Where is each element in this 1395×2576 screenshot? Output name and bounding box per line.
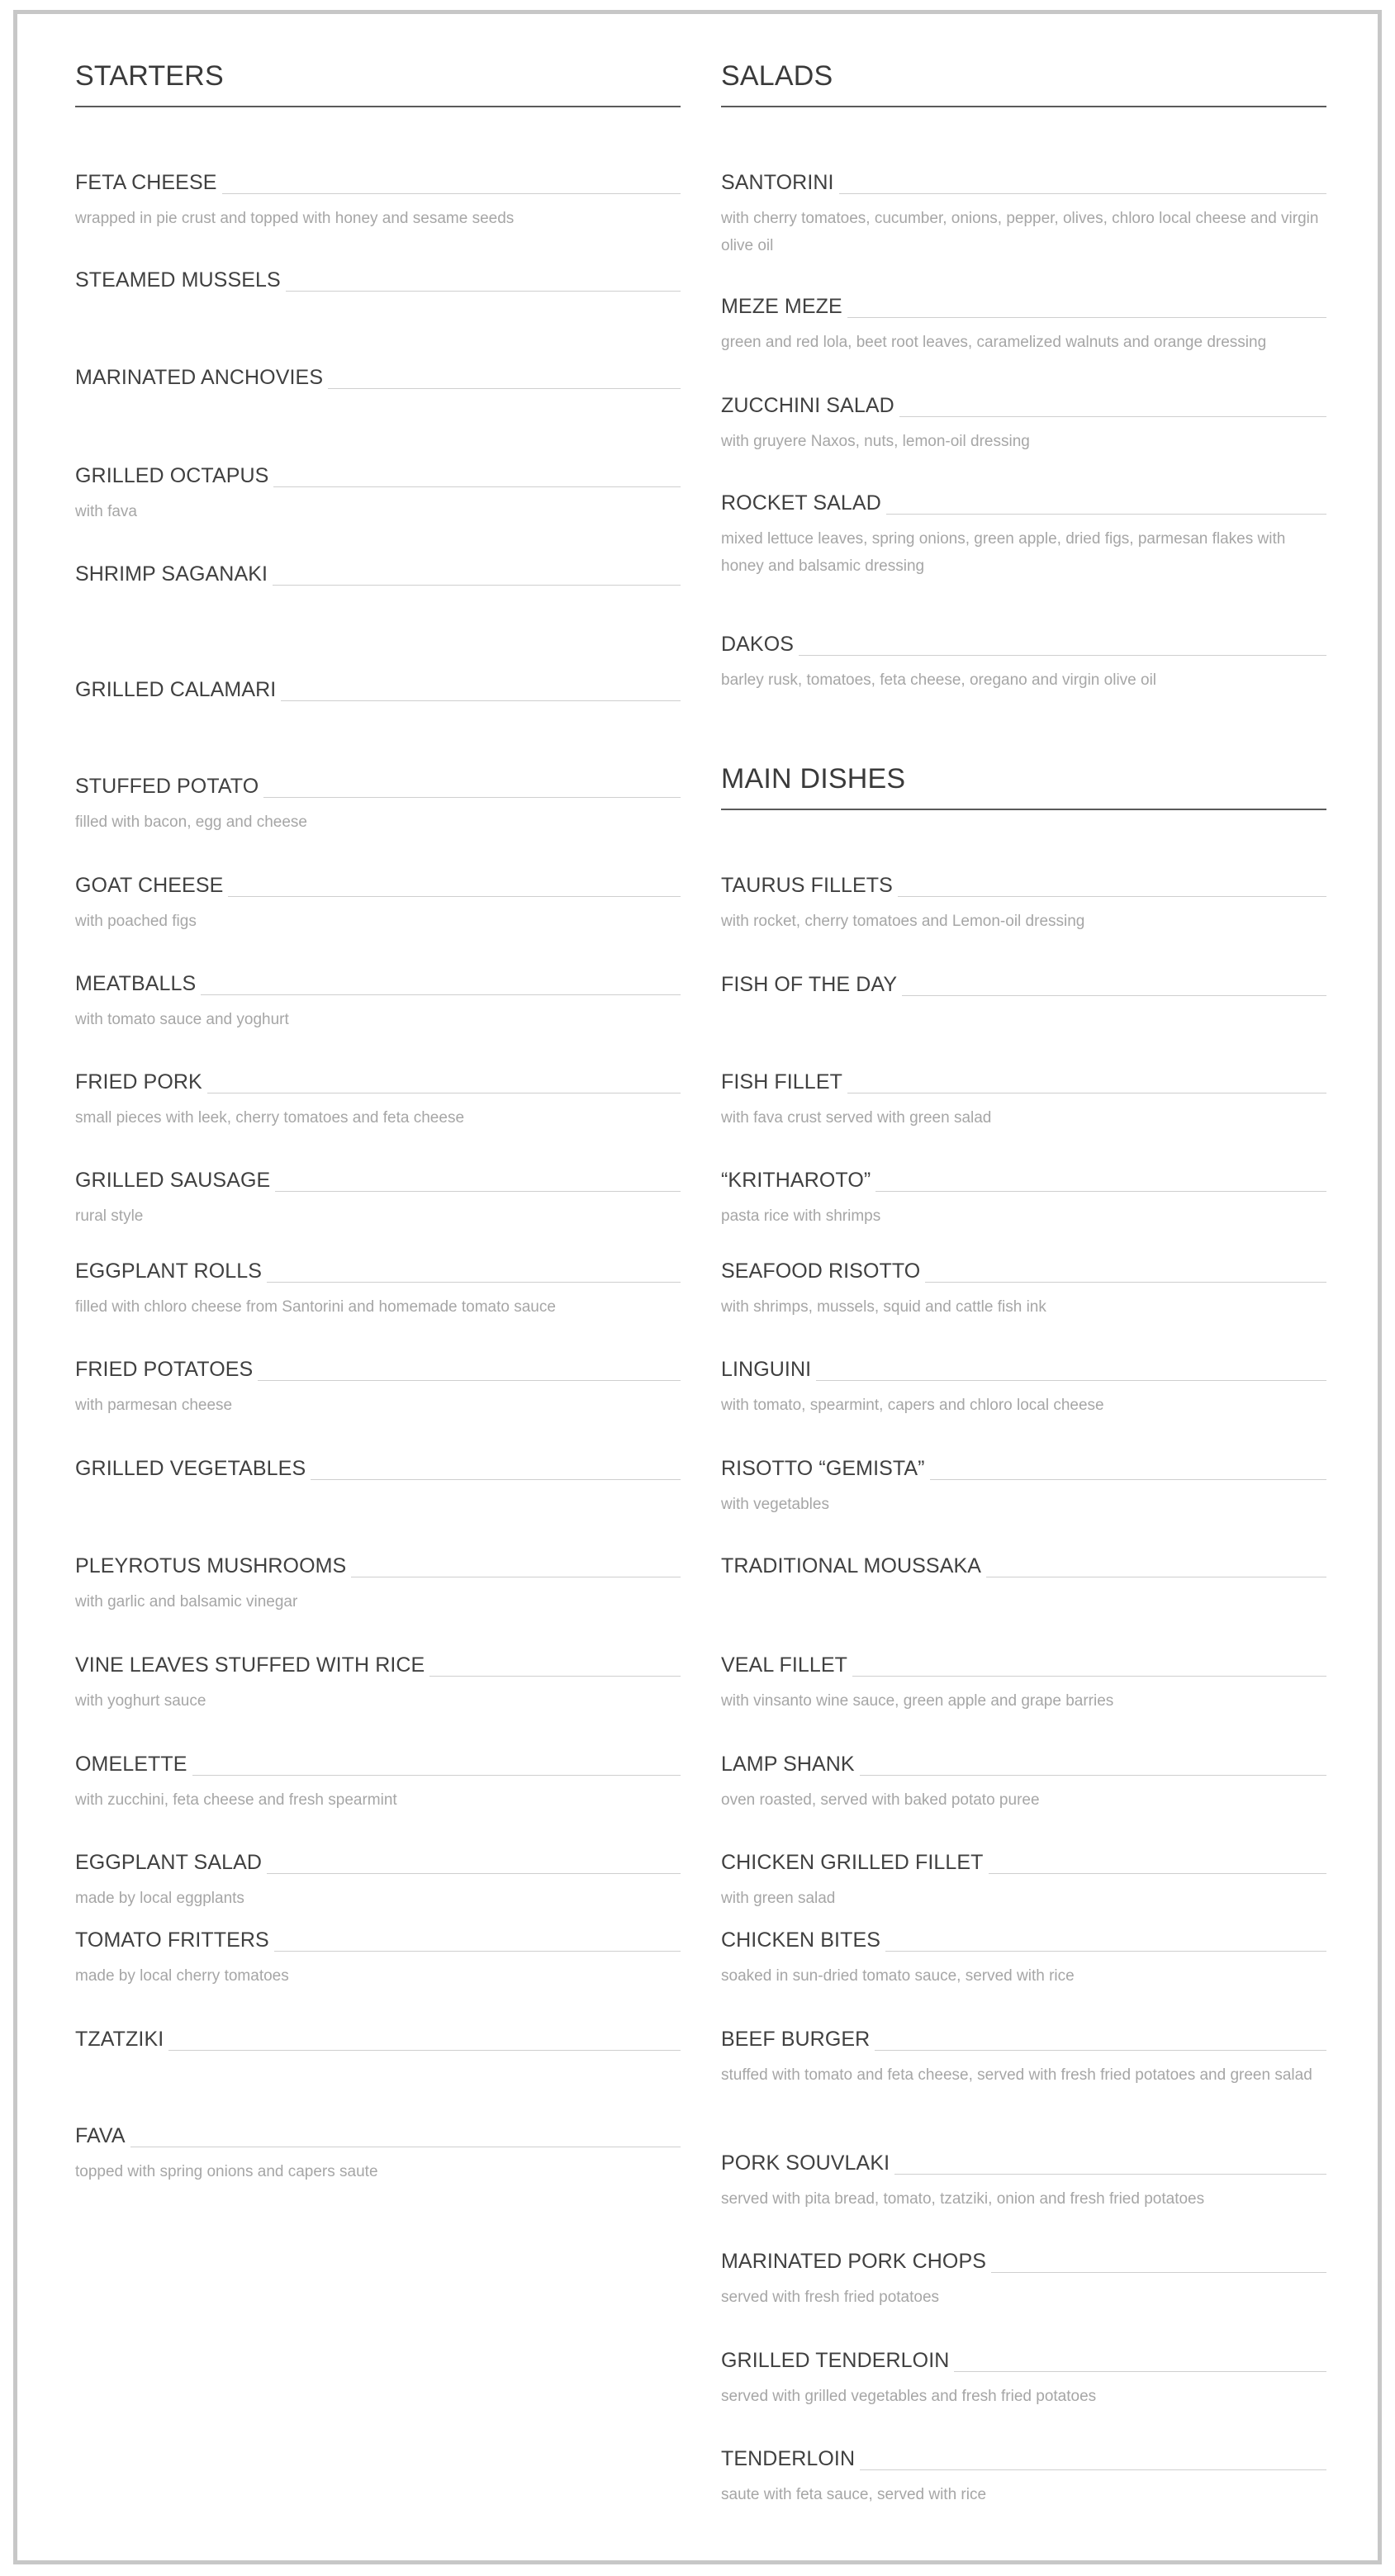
- menu-item-name: SEAFOOD RISOTTO: [721, 1260, 921, 1283]
- menu-item: [75, 774, 681, 836]
- menu-item-row: [721, 491, 1326, 515]
- dotted-leader-line: [991, 2272, 1326, 2273]
- menu-item-row: [75, 873, 681, 898]
- menu-item-row: [75, 774, 681, 799]
- menu-item-description: with fava: [75, 503, 137, 520]
- dotted-leader-line: [899, 416, 1326, 417]
- dotted-leader-line: [201, 994, 681, 995]
- menu-item-row: [75, 1070, 681, 1094]
- menu-item-name: SHRIMP SAGANAKI: [75, 562, 268, 586]
- menu-item-row: [721, 1259, 1326, 1283]
- menu-item-row: [75, 1928, 681, 1952]
- menu-item-row: [721, 1357, 1326, 1382]
- menu-item-name: ROCKET SALAD: [721, 491, 881, 515]
- menu-item: [721, 1554, 1326, 1578]
- menu-item-name: LAMP SHANK: [721, 1753, 855, 1776]
- menu-item-name: GRILLED TENDERLOIN: [721, 2349, 950, 2372]
- menu-item-row: [721, 1850, 1326, 1875]
- menu-item-description: with zucchini, feta cheese and fresh spearmint: [75, 1791, 397, 1809]
- menu-item-name: TAURUS FILLETS: [721, 874, 893, 897]
- menu-item-name: STUFFED POTATO: [75, 775, 259, 798]
- dotted-leader-line: [847, 317, 1326, 318]
- menu-item-description: with fava crust served with green salad: [721, 1109, 992, 1127]
- menu-item-description: oven roasted, served with baked potato puree: [721, 1791, 1040, 1809]
- main-dishes-heading: MAIN DISHES: [721, 762, 1326, 810]
- menu-item-description: with shrimps, mussels, squid and cattle fish ink: [721, 1298, 1046, 1316]
- menu-item-row: [721, 2249, 1326, 2274]
- dotted-leader-line: [311, 1479, 681, 1480]
- menu-item: [75, 1653, 681, 1715]
- menu-item: [721, 2151, 1326, 2213]
- menu-item-row: [721, 1653, 1326, 1677]
- menu-item-row: [721, 1554, 1326, 1578]
- menu-item-name: TOMATO FRITTERS: [75, 1928, 269, 1952]
- menu-item: [721, 2249, 1326, 2311]
- menu-item-description: with yoghurt sauce: [75, 1692, 206, 1710]
- menu-item-description: with rocket, cherry tomatoes and Lemon-oil dressing: [721, 913, 1085, 930]
- dotted-leader-line: [192, 1775, 681, 1776]
- dotted-leader-line: [263, 797, 681, 798]
- menu-item-name: PORK SOUVLAKI: [721, 2151, 890, 2175]
- menu-item: [721, 972, 1326, 997]
- menu-item: [721, 2446, 1326, 2508]
- menu-item-row: [721, 2151, 1326, 2175]
- menu-item-description: stuffed with tomato and feta cheese, served with fresh fried potatoes and green salad: [721, 2066, 1312, 2084]
- dotted-leader-line: [286, 291, 681, 292]
- menu-item-name: CHICKEN BITES: [721, 1928, 880, 1952]
- dotted-leader-line: [275, 1191, 681, 1192]
- dotted-leader-line: [954, 2371, 1326, 2372]
- menu-item-row: [721, 1168, 1326, 1193]
- menu-item-description: with vegetables: [721, 1496, 829, 1513]
- menu-item-row: [75, 2123, 681, 2148]
- menu-item: [721, 170, 1326, 259]
- menu-item-row: [721, 393, 1326, 418]
- dotted-leader-line: [258, 1380, 681, 1381]
- menu-item-description: soaked in sun-dried tomato sauce, served with rice: [721, 1967, 1075, 1985]
- menu-item-description: served with pita bread, tomato, tzatziki, onion and fresh fried potatoes: [721, 2190, 1205, 2208]
- dotted-leader-line: [852, 1676, 1326, 1677]
- menu-item-description: small pieces with leek, cherry tomatoes and feta cheese: [75, 1109, 465, 1127]
- menu-item: [75, 365, 681, 390]
- menu-item-name: STEAMED MUSSELS: [75, 268, 281, 292]
- menu-item-name: FISH FILLET: [721, 1070, 842, 1093]
- menu-item-row: [75, 1168, 681, 1193]
- menu-item-name: MARINATED ANCHOVIES: [75, 366, 324, 389]
- menu-item-name: MEZE MEZE: [721, 295, 842, 318]
- menu-item-name: TZATZIKI: [75, 2028, 164, 2051]
- menu-item-row: [721, 1070, 1326, 1094]
- menu-item: [721, 1653, 1326, 1715]
- menu-item-name: FRIED PORK: [75, 1070, 202, 1093]
- menu-item-row: [75, 170, 681, 195]
- menu-item-name: GOAT CHEESE: [75, 874, 224, 897]
- dotted-leader-line: [222, 193, 681, 194]
- menu-item-name: GRILLED CALAMARI: [75, 678, 277, 701]
- menu-item-name: FRIED POTATOES: [75, 1358, 254, 1381]
- menu-item: [721, 1357, 1326, 1419]
- dotted-leader-line: [989, 1873, 1326, 1874]
- menu-item-row: [721, 2446, 1326, 2471]
- dotted-leader-line: [898, 896, 1326, 897]
- menu-item-description: saute with feta sauce, served with rice: [721, 2486, 987, 2503]
- menu-item-row: [75, 2027, 681, 2052]
- menu-item: [75, 873, 681, 935]
- dotted-leader-line: [886, 514, 1326, 515]
- menu-item-row: [75, 1752, 681, 1777]
- menu-item: [721, 632, 1326, 694]
- menu-item-description: barley rusk, tomatoes, feta cheese, oregano and virgin olive oil: [721, 671, 1157, 689]
- menu-item: [75, 1456, 681, 1481]
- dotted-leader-line: [274, 1951, 681, 1952]
- menu-item: [721, 1850, 1326, 1912]
- menu-item: [75, 2123, 681, 2185]
- menu-item-row: [721, 2027, 1326, 2052]
- menu-item-description: rural style: [75, 1207, 144, 1225]
- menu-item-row: [721, 1456, 1326, 1481]
- menu-item-row: [75, 562, 681, 586]
- dotted-leader-line: [273, 585, 681, 586]
- menu-item: [75, 1752, 681, 1814]
- dotted-leader-line: [885, 1951, 1326, 1952]
- dotted-leader-line: [860, 2469, 1326, 2470]
- dotted-leader-line: [816, 1380, 1326, 1381]
- menu-item-name: FETA CHEESE: [75, 171, 217, 194]
- menu-item: [721, 393, 1326, 455]
- menu-item-name: EGGPLANT SALAD: [75, 1851, 263, 1874]
- menu-item-row: [721, 632, 1326, 657]
- menu-item: [75, 1357, 681, 1419]
- menu-item-row: [721, 170, 1326, 195]
- menu-item: [721, 873, 1326, 935]
- menu-item-description: with garlic and balsamic vinegar: [75, 1593, 298, 1611]
- menu-item-row: [721, 873, 1326, 898]
- dotted-leader-line: [281, 700, 681, 701]
- menu-item-name: EGGPLANT ROLLS: [75, 1260, 263, 1283]
- dotted-leader-line: [902, 995, 1326, 996]
- dotted-leader-line: [860, 1775, 1326, 1776]
- menu-item: [721, 1259, 1326, 1321]
- dotted-leader-line: [839, 193, 1326, 194]
- menu-item-row: [721, 1752, 1326, 1777]
- menu-item: [75, 1070, 681, 1131]
- menu-item-name: “KRITHAROTO”: [721, 1169, 871, 1192]
- menu-item-name: SANTORINI: [721, 171, 834, 194]
- dotted-leader-line: [925, 1282, 1326, 1283]
- menu-item-description: filled with bacon, egg and cheese: [75, 814, 307, 831]
- menu-item: [75, 170, 681, 232]
- menu-item-row: [75, 1456, 681, 1481]
- menu-item-description: with vinsanto wine sauce, green apple and grape barries: [721, 1692, 1114, 1710]
- menu-item-description: with cherry tomatoes, cucumber, onions, pepper, olives, chloro local cheese and virgin olive oil: [721, 210, 1319, 254]
- menu-item: [721, 1070, 1326, 1131]
- menu-item-row: [75, 971, 681, 996]
- menu-item-name: MEATBALLS: [75, 972, 197, 995]
- menu-item-description: made by local eggplants: [75, 1890, 244, 1907]
- menu-item-name: OMELETTE: [75, 1753, 187, 1776]
- menu-item-description: with parmesan cheese: [75, 1397, 233, 1414]
- menu-item-name: FAVA: [75, 2124, 126, 2147]
- menu-item: [75, 2027, 681, 2052]
- dotted-leader-line: [429, 1676, 681, 1677]
- menu-item-description: mixed lettuce leaves, spring onions, green apple, dried figs, parmesan flakes with honey and balsamic dressing: [721, 530, 1286, 575]
- menu-item-name: FISH OF THE DAY: [721, 973, 898, 996]
- dotted-leader-line: [228, 896, 681, 897]
- menu-item-row: [75, 1259, 681, 1283]
- menu-item-name: BEEF BURGER: [721, 2028, 871, 2051]
- dotted-leader-line: [273, 486, 681, 487]
- menu-item-description: green and red lola, beet root leaves, caramelized walnuts and orange dressing: [721, 334, 1267, 351]
- dotted-leader-line: [875, 1191, 1326, 1192]
- menu-item-name: CHICKEN GRILLED FILLET: [721, 1851, 984, 1874]
- menu-item-row: [721, 2348, 1326, 2373]
- menu-item-name: PLEYROTUS MUSHROOMS: [75, 1554, 347, 1577]
- menu-item-row: [75, 365, 681, 390]
- starters-heading: STARTERS: [75, 59, 681, 107]
- dotted-leader-line: [894, 2174, 1326, 2175]
- menu-item-row: [75, 1554, 681, 1578]
- menu-item: [75, 677, 681, 702]
- menu-item-name: RISOTTO “GEMISTA”: [721, 1457, 925, 1480]
- menu-item: [721, 2348, 1326, 2410]
- menu-item-row: [75, 1357, 681, 1382]
- menu-item: [721, 1456, 1326, 1518]
- menu-item-description: with gruyere Naxos, nuts, lemon-oil dressing: [721, 433, 1030, 450]
- dotted-leader-line: [930, 1479, 1326, 1480]
- menu-item-name: DAKOS: [721, 633, 795, 656]
- menu-item-name: TRADITIONAL MOUSSAKA: [721, 1554, 982, 1577]
- menu-item-name: GRILLED OCTAPUS: [75, 464, 269, 487]
- menu-item: [721, 294, 1326, 356]
- menu-item-name: TENDERLOIN: [721, 2447, 856, 2470]
- menu-item-description: with poached figs: [75, 913, 197, 930]
- menu-item-row: [721, 1928, 1326, 1952]
- menu-item-description: pasta rice with shrimps: [721, 1207, 881, 1225]
- menu-item: [75, 562, 681, 586]
- menu-item-name: VEAL FILLET: [721, 1653, 848, 1677]
- menu-item-name: ZUCCHINI SALAD: [721, 394, 894, 417]
- menu-item: [75, 268, 681, 292]
- menu-item: [75, 463, 681, 525]
- menu-item-description: topped with spring onions and capers saute: [75, 2163, 378, 2180]
- dotted-leader-line: [799, 655, 1326, 656]
- dotted-leader-line: [328, 388, 681, 389]
- menu-item-name: VINE LEAVES STUFFED WITH RICE: [75, 1653, 425, 1677]
- menu-item: [75, 971, 681, 1033]
- salads-heading: SALADS: [721, 59, 1326, 107]
- menu-item-row: [721, 972, 1326, 997]
- menu-item-row: [75, 1653, 681, 1677]
- dotted-leader-line: [875, 2050, 1326, 2051]
- menu-item-row: [75, 1850, 681, 1875]
- menu-item-description: with tomato, spearmint, capers and chloro local cheese: [721, 1397, 1104, 1414]
- menu-item-description: filled with chloro cheese from Santorini and homemade tomato sauce: [75, 1298, 556, 1316]
- dotted-leader-line: [168, 2050, 681, 2051]
- menu-item: [721, 2027, 1326, 2089]
- dotted-leader-line: [267, 1282, 681, 1283]
- menu-item: [75, 1259, 681, 1321]
- menu-item-description: served with fresh fried potatoes: [721, 2289, 940, 2306]
- menu-item-description: served with grilled vegetables and fresh fried potatoes: [721, 2388, 1097, 2405]
- menu-item-name: MARINATED PORK CHOPS: [721, 2250, 987, 2273]
- menu-item-description: with tomato sauce and yoghurt: [75, 1011, 289, 1028]
- menu-item-row: [75, 268, 681, 292]
- menu-item: [721, 1752, 1326, 1814]
- menu-item: [721, 1168, 1326, 1230]
- menu-item-row: [75, 677, 681, 702]
- menu-item: [75, 1850, 681, 1912]
- menu-item: [721, 1928, 1326, 1990]
- menu-item-row: [721, 294, 1326, 319]
- menu-item: [75, 1554, 681, 1615]
- menu-item-description: made by local cherry tomatoes: [75, 1967, 289, 1985]
- menu-item-name: GRILLED SAUSAGE: [75, 1169, 271, 1192]
- menu-item: [75, 1168, 681, 1230]
- menu-item-name: GRILLED VEGETABLES: [75, 1457, 306, 1480]
- menu-item-description: with green salad: [721, 1890, 836, 1907]
- menu-item: [75, 1928, 681, 1990]
- menu-item-name: LINGUINI: [721, 1358, 812, 1381]
- menu-item: [721, 491, 1326, 580]
- menu-item-description: wrapped in pie crust and topped with honey and sesame seeds: [75, 210, 515, 227]
- dotted-leader-line: [267, 1873, 681, 1874]
- menu-item-row: [75, 463, 681, 488]
